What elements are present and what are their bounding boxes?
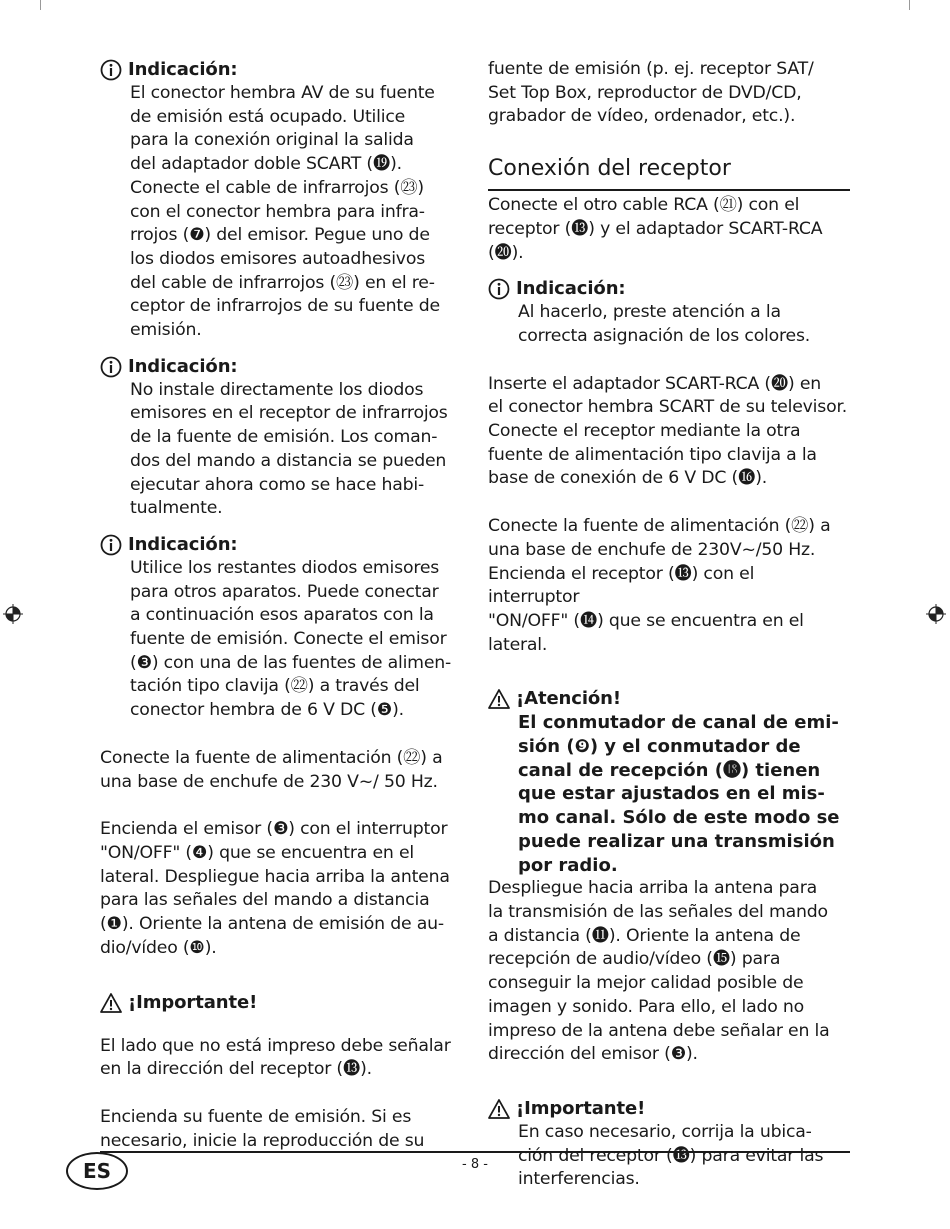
text-line: dirección del emisor (❸). (488, 1044, 698, 1065)
text-line: Conecte el otro cable RCA (㉑) con el (488, 195, 800, 216)
reference-number-icon: ㉓ (336, 272, 354, 293)
reference-number-icon: ❸ (136, 652, 152, 673)
crop-mark-top-right (909, 0, 950, 10)
text-line: conector hembra de 6 V DC (❺). (130, 700, 404, 721)
note-title: Indicación: (516, 278, 626, 300)
text-line: mo canal. Sólo de este modo se (518, 807, 840, 829)
text-line: el conector hembra SCART de su televisor. (488, 397, 848, 418)
reference-number-icon: ⓴ (770, 373, 789, 394)
text-line: impreso de la antena debe señalar en la (488, 1020, 830, 1041)
note-indicacion-1 (100, 58, 460, 343)
text-line: necesario, inicie la reproducción de su (100, 1130, 425, 1151)
attention-body (488, 711, 850, 877)
reference-number-icon: ㉓ (400, 177, 418, 198)
text-line: Conecte el receptor mediante la otra (488, 421, 801, 442)
text-line: lateral. Despliegue hacia arriba la antena (100, 866, 450, 887)
text-line: Encienda el emisor (❸) con el interruptor (100, 819, 448, 840)
reference-number-icon: ㉒ (290, 676, 308, 697)
text-line: que estar ajustados en el mis- (518, 783, 825, 805)
reference-number-icon: ❶ (106, 914, 122, 935)
info-circle-icon (488, 278, 510, 300)
text-line: correcta asignación de los colores. (518, 325, 811, 346)
note-indicacion-4 (488, 277, 850, 348)
text-line: Utilice los restantes diodos emisores (130, 557, 440, 578)
crop-mark-top-left (0, 0, 41, 10)
paragraph (100, 1035, 460, 1082)
info-circle-icon (100, 534, 122, 556)
reference-number-icon: ㉒ (791, 516, 809, 537)
note-indicacion-2 (100, 355, 460, 521)
note-title: Indicación: (128, 355, 238, 377)
reference-number-icon: ㉒ (403, 747, 421, 768)
note-body (100, 82, 460, 343)
text-line: (⓴). (488, 242, 524, 263)
text-line: base de conexión de 6 V DC (⓰). (488, 468, 768, 489)
important-notice (488, 1097, 850, 1192)
footer-rule (100, 1151, 850, 1153)
paragraph (488, 373, 850, 492)
note-indicacion-3 (100, 533, 460, 723)
reference-number-icon: ⓯ (712, 949, 730, 970)
text-line: "ON/OFF" (⓮) que se encuentra en el (488, 610, 804, 631)
attention-title: ¡Atención! (516, 688, 621, 710)
text-line: Conecte la fuente de alimentación (㉒) a (100, 747, 443, 768)
reference-number-icon: ❹ (191, 842, 208, 863)
text-line: de emisión está ocupado. Utilice (130, 106, 406, 127)
text-line: Encienda el receptor (⓭) con el interruptor (488, 563, 755, 608)
text-line: recepción de audio/vídeo (⓯) para (488, 949, 781, 970)
text-line: con el conector hembra para infra- (130, 201, 425, 222)
reference-number-icon: ⓭ (674, 563, 692, 584)
text-line: una base de enchufe de 230V~/50 Hz. (488, 539, 816, 560)
text-line: Inserte el adaptador SCART-RCA (⓴) en (488, 373, 822, 394)
warning-triangle-icon (488, 1098, 510, 1120)
text-line: de la fuente de emisión. Los coman- (130, 427, 438, 448)
text-line: grabador de vídeo, ordenador, etc.). (488, 106, 796, 127)
text-line: "ON/OFF" (❹) que se encuentra en el (100, 842, 414, 863)
text-line: a continuación esos aparatos con la (130, 605, 434, 626)
text-line: Despliegue hacia arriba la antena para (488, 878, 817, 899)
reference-number-icon: ㉑ (719, 195, 737, 216)
text-line: por radio. (518, 854, 618, 876)
paragraph (100, 747, 460, 794)
reference-number-icon: ❾ (574, 736, 590, 758)
left-column (100, 58, 460, 1153)
text-line: conseguir la mejor calidad posible de (488, 973, 804, 994)
text-line: la transmisión de las señales del mando (488, 901, 828, 922)
text-line: ejecutar ahora como se hace habi- (130, 474, 425, 495)
reference-number-icon: ⓮ (579, 610, 598, 631)
text-line: El conmutador de canal de emi- (518, 712, 839, 734)
text-line: Conecte la fuente de alimentación (㉒) a (488, 516, 831, 537)
text-line: para las señales del mando a distancia (100, 890, 430, 911)
text-line: del cable de infrarrojos (㉓) en el re- (130, 272, 435, 293)
warning-triangle-icon (100, 992, 122, 1014)
text-line: tación tipo clavija (㉒) a través del (130, 676, 420, 697)
reference-number-icon: ⓭ (672, 1145, 690, 1166)
text-line: En caso necesario, corrija la ubica- (518, 1121, 812, 1142)
reference-number-icon: ⓴ (494, 242, 512, 263)
page-number: - 8 - (462, 1157, 488, 1172)
reference-number-icon: ❸ (272, 819, 289, 840)
text-line: imagen y sonido. Para ello, el lado no (488, 996, 805, 1017)
paragraph (100, 1106, 460, 1153)
reference-number-icon: ⓫ (591, 925, 609, 946)
text-line: una base de enchufe de 230 V~/ 50 Hz. (100, 771, 438, 792)
text-line: puede realizar una transmisión (518, 830, 835, 852)
text-line: El lado que no está impreso debe señalar (100, 1035, 451, 1056)
text-line: interferencias. (518, 1169, 640, 1190)
reference-number-icon: ⓭ (571, 218, 589, 239)
text-line: emisores en el receptor de infrarrojos (130, 403, 448, 424)
text-line: para la conexión original la salida (130, 130, 414, 151)
important-body (488, 1121, 850, 1192)
text-line: (❸) con una de las fuentes de alimen- (130, 652, 452, 673)
text-line: fuente de emisión (p. ej. receptor SAT/ (488, 59, 814, 79)
text-line: emisión. (130, 320, 202, 341)
reference-number-icon: ❿ (189, 937, 205, 958)
note-body (100, 379, 460, 521)
reference-number-icon: ⓭ (342, 1059, 361, 1080)
reference-number-icon: ⓳ (372, 154, 391, 175)
text-line: Encienda su fuente de emisión. Si es (100, 1106, 412, 1127)
text-line: canal de recepción (⓲) tienen (518, 759, 821, 781)
text-line: Set Top Box, reproductor de DVD/CD, (488, 82, 802, 103)
text-line: rrojos (❼) del emisor. Pegue uno de (130, 225, 430, 246)
info-circle-icon (100, 356, 122, 378)
note-title: Indicación: (128, 59, 238, 80)
important-notice (100, 991, 460, 1015)
text-line: dio/vídeo (❿). (100, 937, 217, 958)
reference-number-icon: ⓲ (722, 759, 741, 781)
text-line: ceptor de infrarrojos de su fuente de (130, 296, 440, 317)
paragraph (488, 194, 850, 265)
text-line: fuente de emisión. Conecte el emisor (130, 629, 447, 650)
attention-notice (488, 687, 850, 877)
registration-mark-icon (925, 603, 947, 625)
text-line: lateral. (488, 634, 548, 655)
paragraph (100, 818, 460, 960)
text-line: ción del receptor (⓭) para evitar las (518, 1145, 824, 1166)
paragraph (488, 515, 850, 657)
text-line: fuente de alimentación tipo clavija a la (488, 444, 817, 465)
text-line: El conector hembra AV de su fuente (130, 83, 435, 103)
text-line: para otros aparatos. Puede conectar (130, 581, 439, 602)
registration-mark-icon (2, 603, 24, 625)
text-line: sión (❾) y el conmutador de (518, 736, 801, 758)
reference-number-icon: ❸ (670, 1044, 686, 1065)
text-line: (❶). Oriente la antena de emisión de au- (100, 914, 444, 935)
right-column (488, 58, 850, 1192)
text-line: del adaptador doble SCART (⓳). (130, 154, 402, 175)
text-line: Conecte el cable de infrarrojos (㉓) (130, 177, 424, 198)
text-line: dos del mando a distancia se pueden (130, 450, 447, 471)
warning-triangle-icon (488, 688, 510, 710)
language-badge: ES (66, 1152, 128, 1190)
reference-number-icon: ❺ (376, 700, 393, 721)
important-title: ¡Importante! (128, 991, 258, 1013)
info-circle-icon (100, 59, 122, 81)
note-body (100, 557, 460, 723)
text-line: a distancia (⓫). Oriente la antena de (488, 925, 801, 946)
important-title: ¡Importante! (516, 1097, 646, 1119)
paragraph (488, 58, 850, 129)
note-title: Indicación: (128, 533, 238, 555)
text-line: receptor (⓭) y el adaptador SCART-RCA (488, 218, 823, 239)
text-line: Al hacerlo, preste atención a la (518, 302, 781, 323)
section-heading: Conexión del receptor (488, 155, 850, 191)
reference-number-icon: ⓰ (738, 468, 756, 489)
reference-number-icon: ❼ (189, 225, 205, 246)
text-line: los diodos emisores autoadhesivos (130, 248, 425, 269)
note-body (488, 301, 850, 348)
paragraph (488, 877, 850, 1067)
text-line: en la dirección del receptor (⓭). (100, 1059, 372, 1080)
text-line: tualmente. (130, 498, 223, 519)
text-line: No instale directamente los diodos (130, 379, 424, 400)
